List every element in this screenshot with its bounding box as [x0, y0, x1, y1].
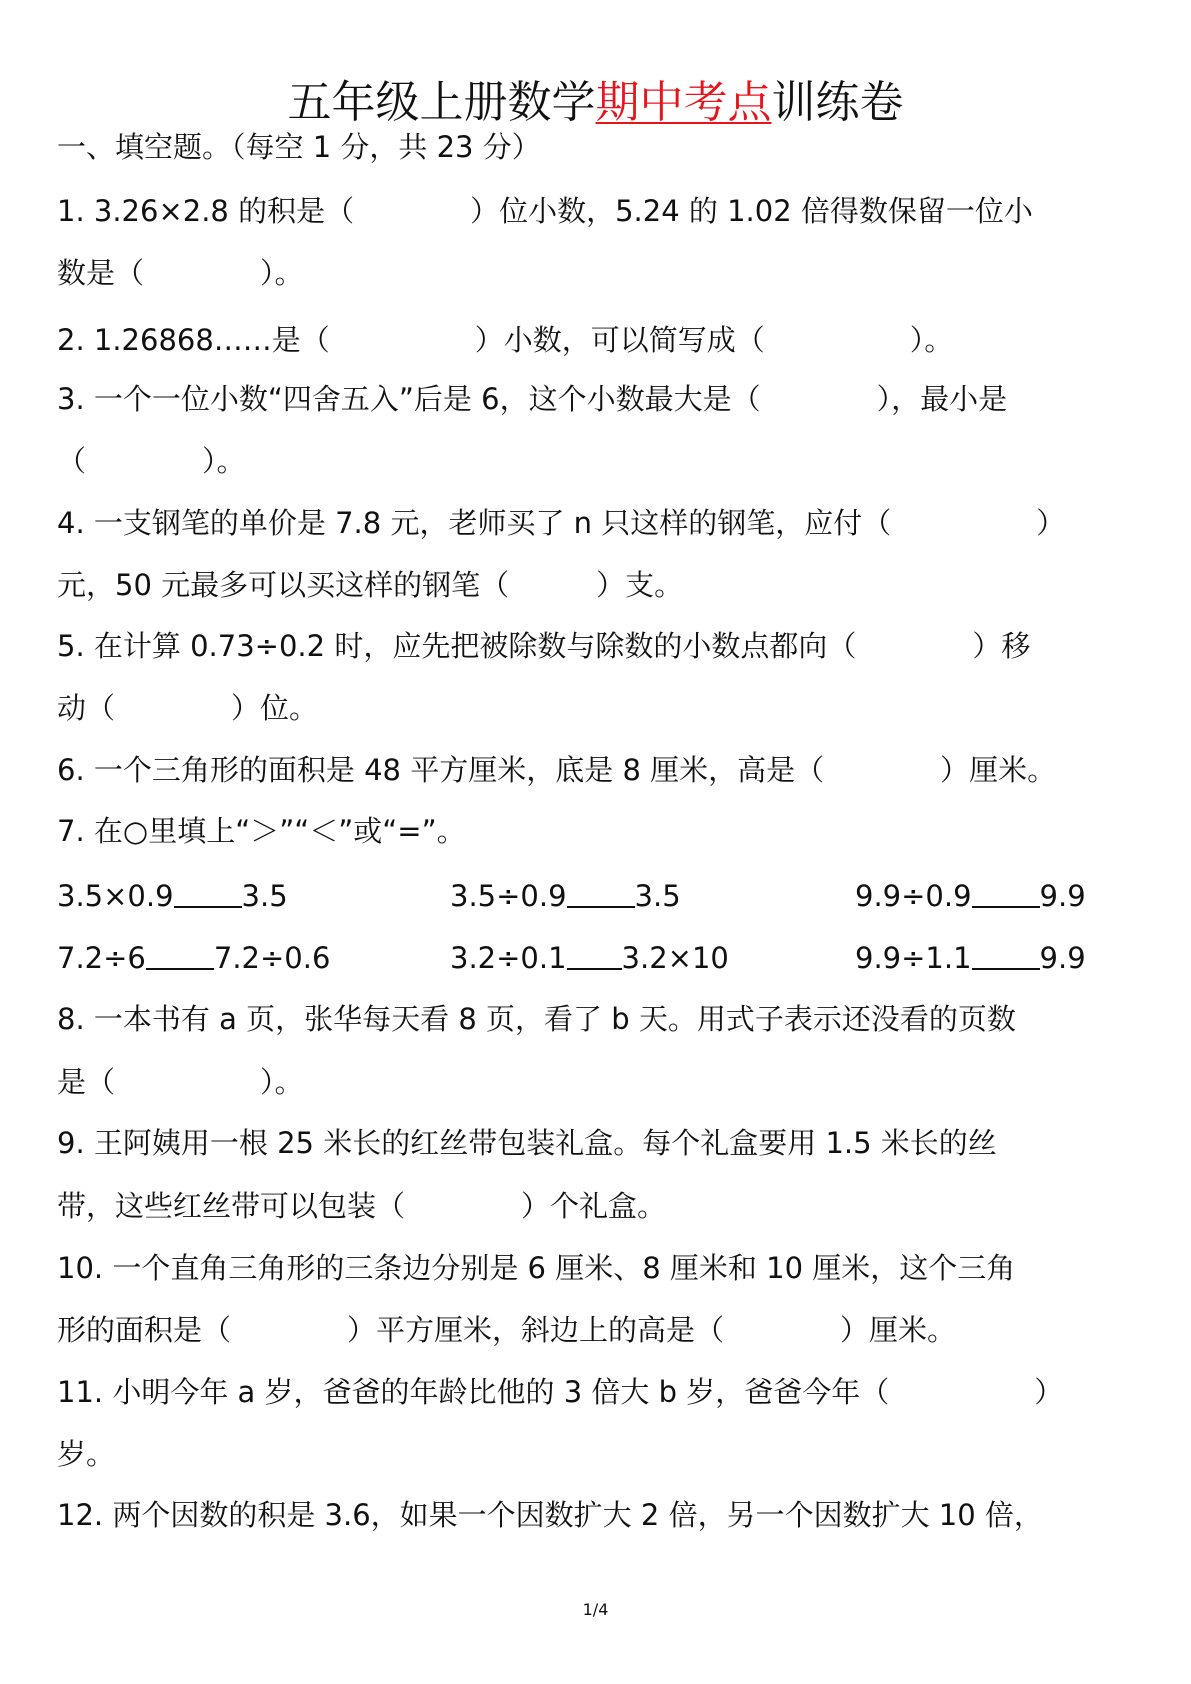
comparison-right: 3.5 — [241, 879, 288, 913]
comparison-left: 3.5÷0.9 — [450, 879, 567, 913]
comparison-right: 3.5 — [634, 879, 681, 913]
title-part: 训练卷 — [771, 77, 904, 128]
title-part: 五年级上册数学 — [287, 77, 596, 128]
comparison-left: 9.9÷0.9 — [855, 879, 972, 913]
question-line: 4. 一支钢笔的单价是 7.8 元，老师买了 n 只这样的钢笔，应付（ ） — [57, 506, 1066, 540]
question-line: 5. 在计算 0.73÷0.2 时，应先把被除数与除数的小数点都向（ ）移 — [57, 629, 1031, 663]
question-line: 形的面积是（ ）平方厘米，斜边上的高是（ ）厘米。 — [57, 1313, 957, 1347]
comparison-item — [57, 878, 288, 914]
comparison-item — [855, 940, 1086, 976]
comparison-left: 9.9÷1.1 — [855, 941, 972, 975]
question-line: 2. 1.26868……是（ ）小数，可以简写成（ ）。 — [57, 323, 954, 357]
question-line: 10. 一个直角三角形的三条边分别是 6 厘米、8 厘米和 10 厘米，这个三角 — [57, 1251, 1016, 1285]
question-line: 数是（ ）。 — [57, 256, 304, 290]
question-line: 是（ ）。 — [57, 1065, 304, 1099]
question-line: 9. 王阿姨用一根 25 米长的红丝带包装礼盒。每个礼盒要用 1.5 米长的丝 — [57, 1126, 997, 1160]
question-line: 3. 一个一位小数“四舍五入”后是 6，这个小数最大是（ ），最小是 — [57, 382, 1008, 416]
section-heading: 一、填空题。（每空 1 分，共 23 分） — [57, 130, 541, 164]
comparison-right: 9.9 — [1039, 941, 1086, 975]
title-highlight: 期中考点 — [595, 77, 772, 128]
comparison-right: 9.9 — [1039, 879, 1086, 913]
comparison-left: 3.5×0.9 — [57, 879, 174, 913]
question-line: 元，50 元最多可以买这样的钢笔（ ）支。 — [57, 568, 684, 602]
question-line: 1. 3.26×2.8 的积是（ ）位小数，5.24 的 1.02 倍得数保留一位小 — [57, 194, 1033, 228]
question-line: 11. 小明今年 a 岁，爸爸的年龄比他的 3 倍大 b 岁，爸爸今年（ ） — [57, 1375, 1064, 1409]
answer-blank[interactable] — [972, 880, 1040, 908]
question-line: 带，这些红丝带可以包装（ ）个礼盒。 — [57, 1189, 667, 1223]
comparison-left: 3.2÷0.1 — [450, 941, 567, 975]
page-title — [0, 66, 1191, 130]
comparison-item — [855, 878, 1086, 914]
comparison-right: 7.2÷0.6 — [213, 941, 331, 975]
comparison-item — [450, 878, 681, 914]
question-line: 7. 在○里填上“＞”“＜”或“=”。 — [57, 814, 466, 848]
question-line: 动（ ）位。 — [57, 691, 319, 725]
answer-blank[interactable] — [567, 880, 635, 908]
question-line: 8. 一本书有 a 页，张华每天看 8 页，看了 b 天。用式子表示还没看的页数 — [57, 1002, 1016, 1036]
question-line: 6. 一个三角形的面积是 48 平方厘米，底是 8 厘米，高是（ ）厘米。 — [57, 753, 1057, 787]
comparison-item — [57, 940, 330, 976]
comparison-left: 7.2÷6 — [57, 941, 146, 975]
page-number: 1/4 — [582, 1600, 609, 1619]
question-line: 12. 两个因数的积是 3.6，如果一个因数扩大 2 倍，另一个因数扩大 10 倍， — [57, 1498, 1043, 1532]
answer-blank[interactable] — [174, 880, 242, 908]
answer-blank[interactable] — [972, 942, 1040, 970]
answer-blank[interactable] — [567, 942, 622, 970]
comparison-item — [450, 940, 729, 976]
question-line: 岁。 — [57, 1437, 116, 1471]
comparison-right: 3.2×10 — [621, 941, 729, 975]
question-line: （ ）。 — [57, 444, 246, 478]
answer-blank[interactable] — [146, 942, 214, 970]
